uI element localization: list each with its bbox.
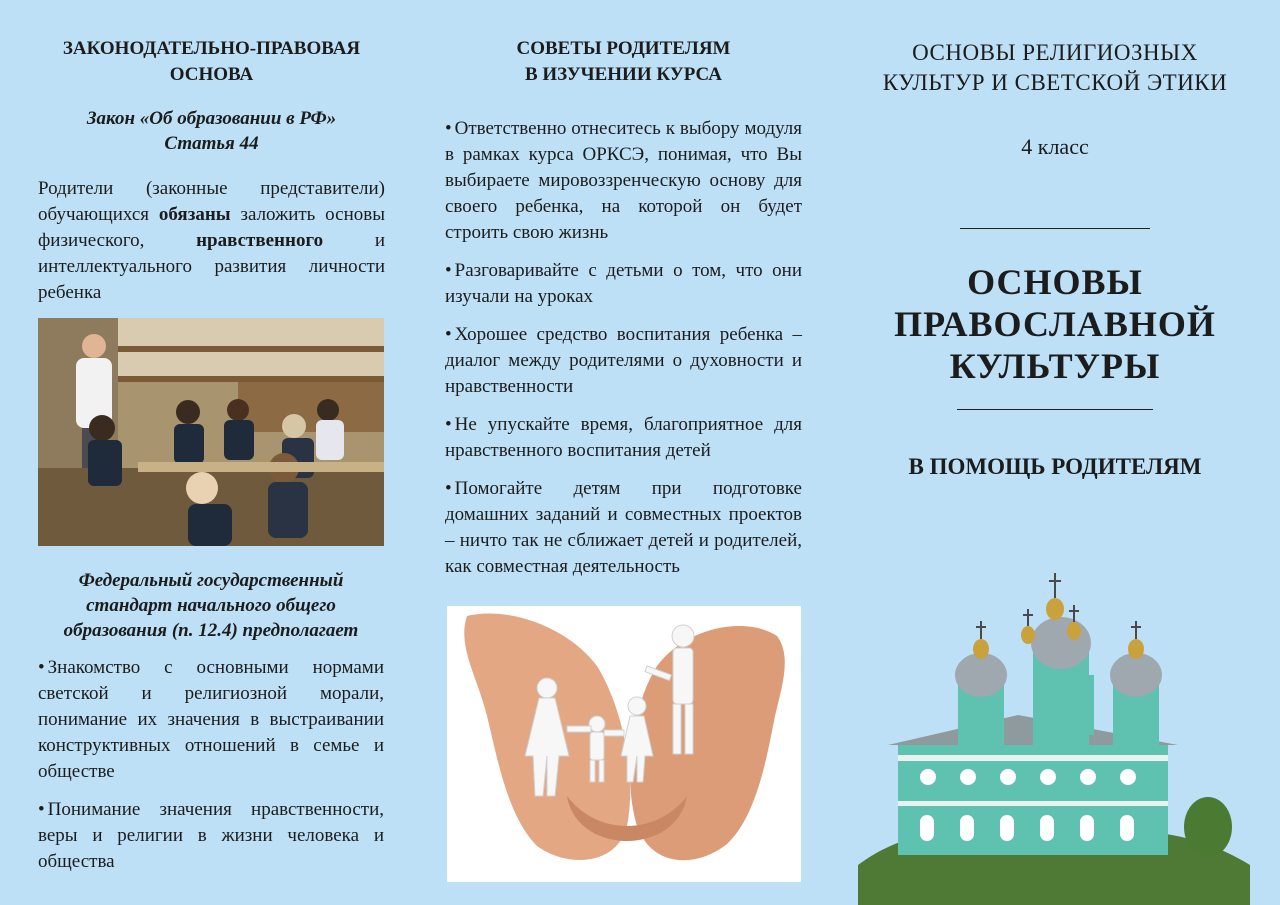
standard-heading: Федеральный государственный стандарт начального общего образования (п. 12.4) предполагает [63,570,359,641]
advice-bullet: • Не упускайте время, благоприятное для нравственного воспитания детей [445,414,802,461]
advice-bullet: • Разговаривайте с детьми о том, что они изучали на уроках [445,260,802,307]
advice-bullet: • Помогайте детям при подготовке домашних заданий и совместных проектов – ничто так не сближает детей и родителей, как совместная деятельность [445,478,802,577]
grade-label: 4 класс [1021,134,1089,159]
standard-bullet: • Понимание значения нравственности, веры и религии в жизни человека и общества [38,799,384,872]
cathedral-image [858,565,1250,905]
module-title-line1: ОСНОВЫ [967,262,1143,302]
for-parents-label: В ПОМОЩЬ РОДИТЕЛЯМ [908,454,1202,479]
classroom-photo [38,318,384,546]
advice-heading-line1: СОВЕТЫ РОДИТЕЛЯМ [516,38,731,59]
module-title-line3: КУЛЬТУРЫ [949,346,1161,386]
hands-family-photo [447,606,801,882]
advice-bullet: • Хорошее средство воспитания ребенка – диалог между родителями о духовности и нравственности [445,324,802,397]
program-title-line2: КУЛЬТУР И СВЕТСКОЙ ЭТИКИ [882,70,1228,95]
standard-bullet: • Знакомство с основными нормами светской и религиозной морали, понимание их значения в выстраивании конструктивных отношений в семье и обществе [38,657,384,782]
law-title: Закон «Об образовании в РФ» [86,108,337,129]
advice-heading-line2: В ИЗУЧЕНИИ КУРСА [524,64,723,85]
program-title-line1: ОСНОВЫ РЕЛИГИОЗНЫХ [912,40,1198,65]
module-title-line2: ПРАВОСЛАВНОЙ [894,304,1216,344]
law-article: Статья 44 [164,133,259,154]
legal-basis-heading: ЗАКОНОДАТЕЛЬНО-ПРАВОВАЯ ОСНОВА [62,38,361,85]
advice-bullet: • Ответственно отнеситесь к выбору модуля в рамках курса ОРКСЭ, понимая, что Вы выбираете мировоззренческую основу для своего ребенка, на которой он будет строить свою жизнь [445,118,802,243]
parents-duty-paragraph: Родители (законные представители) обучающихся обязаны заложить основы физического, нравственного и интеллектуального развития личности ребенка [38,178,385,303]
